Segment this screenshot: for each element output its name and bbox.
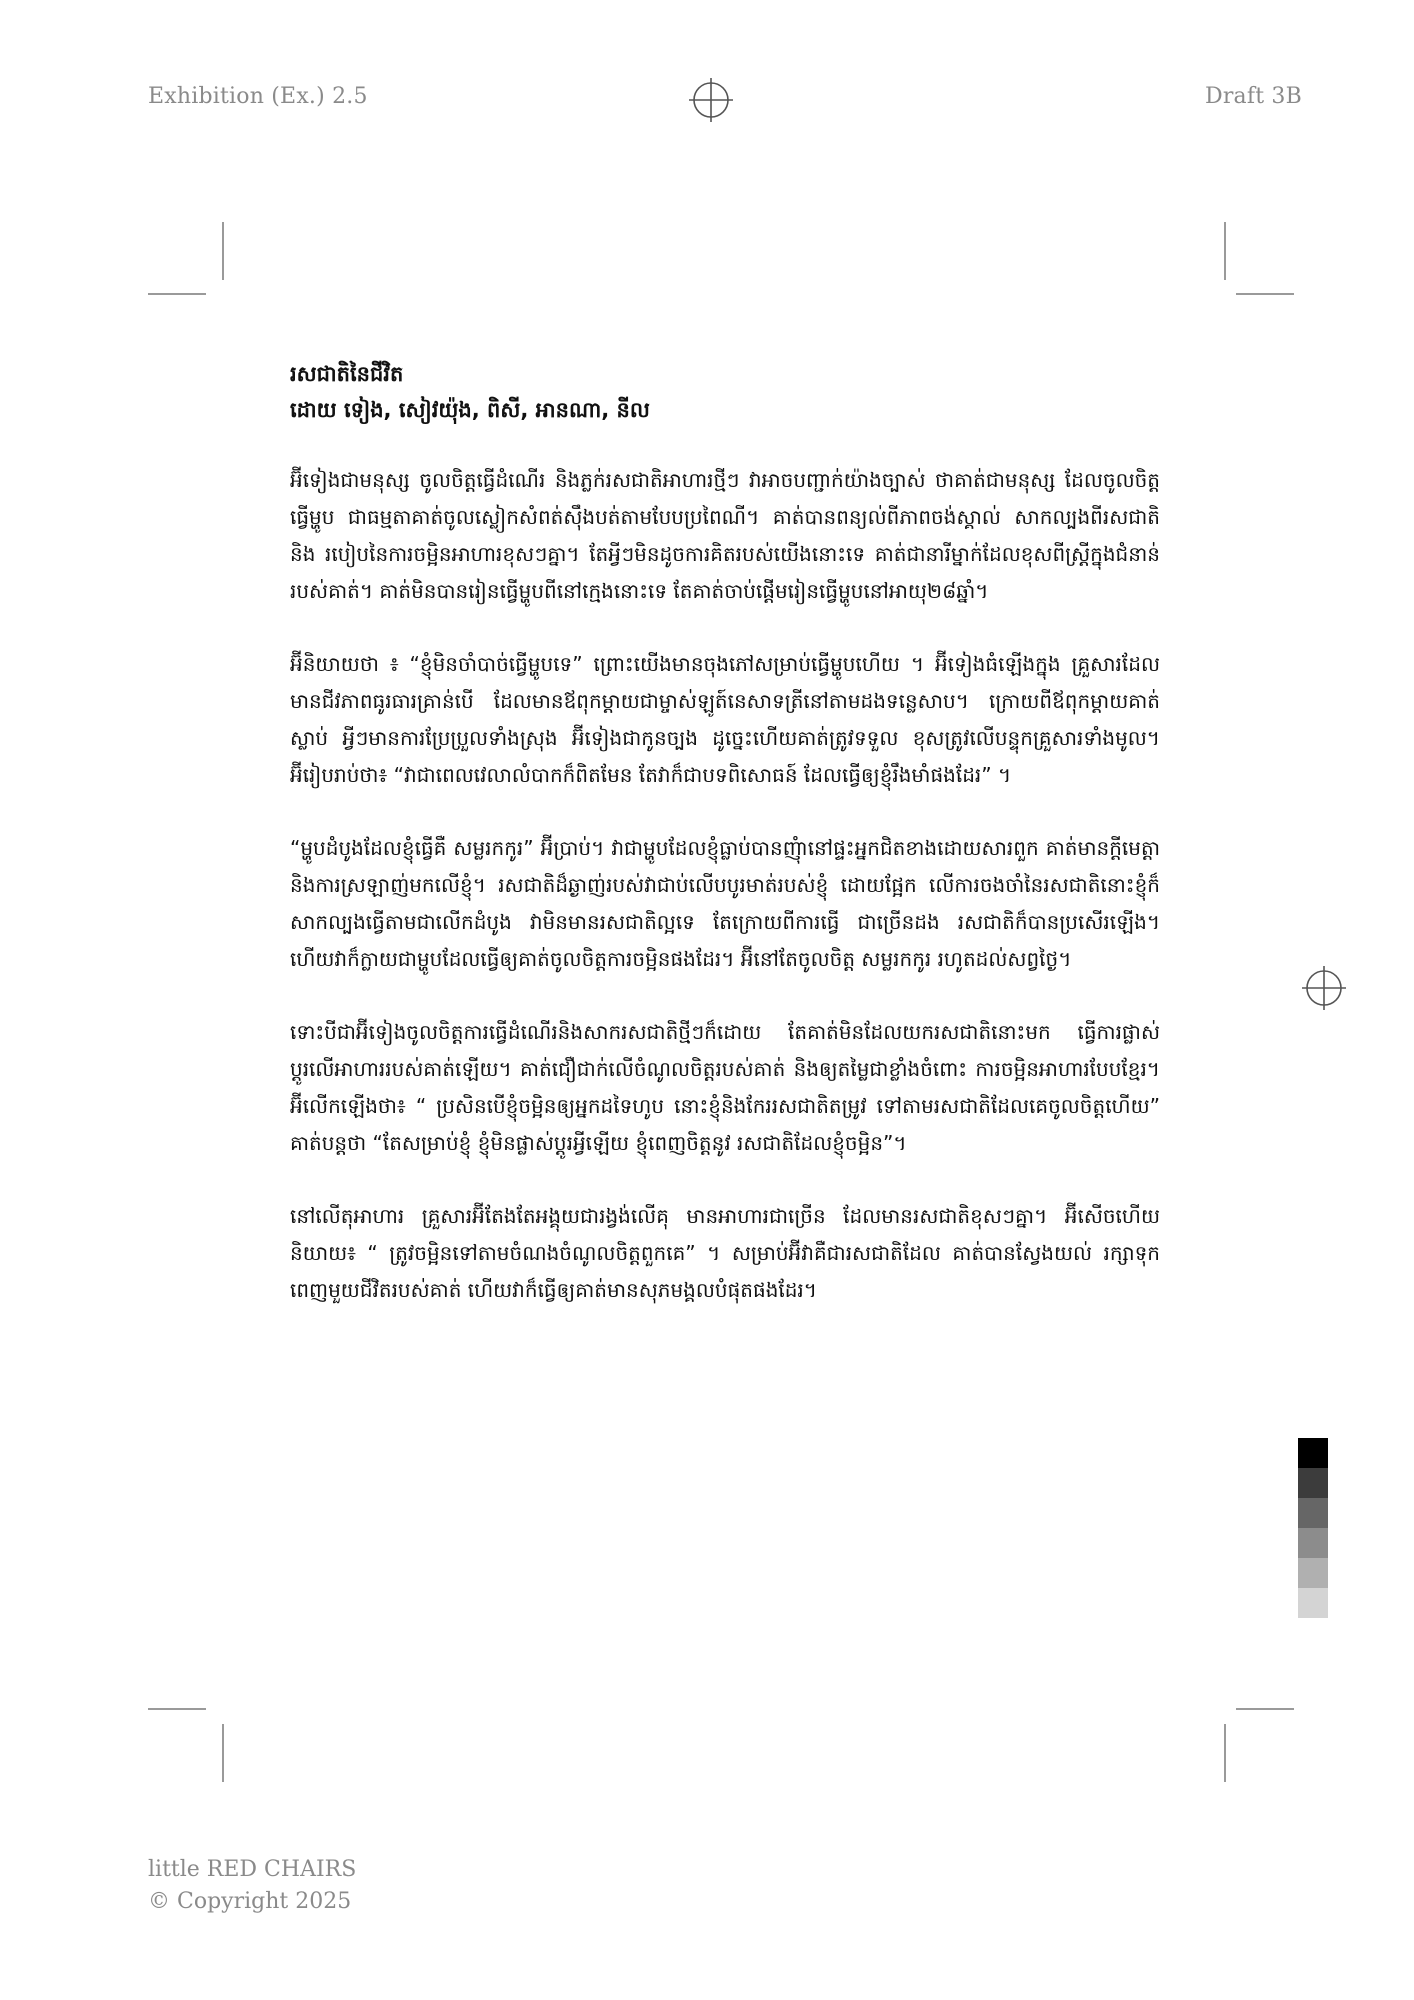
footer-brand: little RED CHAIRS — [148, 1857, 357, 1882]
footer-copyright: © Copyright 2025 — [148, 1889, 352, 1914]
crop-mark-top-left-vertical — [222, 222, 224, 280]
gray-swatch — [1298, 1528, 1328, 1558]
crop-mark-bottom-left-horizontal — [148, 1708, 206, 1710]
registration-mark-icon — [1302, 966, 1346, 1010]
article-byline: ដោយ ទៀង, សៀវយ៉ុង, ពិសី, អានណា, នីល — [290, 398, 650, 422]
crop-mark-bottom-left-vertical — [222, 1724, 224, 1782]
header-exhibition-label: Exhibition (Ex.) 2.5 — [148, 84, 368, 109]
article-title: រសជាតិនៃជីវិត — [290, 362, 404, 386]
article-paragraph: អ៊ីទៀងជាមនុស្ស ចូលចិត្តធ្វើដំណើរ និងភ្លក់រសជាតិអាហារថ្មីៗ វាអាចបញ្ជាក់យ៉ាងច្បាស់ ថាគាត់ជាមនុស្ស ដែលចូលចិត្តធ្វើម្ហូប ជាធម្មតាគាត់ចូលស្លៀកសំពត់ស៊ឹងបត់តាមបែបប្រពៃណី។ គាត់បានពន្យល់ពីភាពចង់ស្គាល់ សាកល្បងពីរសជាតិនិង របៀបនៃការចម្អិនអាហារខុសៗគ្នា។ តែអ្វីៗមិនដូចការគិតរបស់យើងនោះទេ គាត់ជានារីម្នាក់ដែលខុសពីស្ត្រីក្នុងជំនាន់របស់គាត់។ គាត់មិនបានរៀនធ្វើម្ហូបពីនៅក្មេងនោះទេ តែគាត់ចាប់ផ្តើមរៀនធ្វើម្ហូបនៅអាយុ២៨ឆ្នាំ។ — [290, 468, 1160, 603]
gray-swatch — [1298, 1588, 1328, 1618]
crop-mark-top-right-horizontal — [1236, 293, 1294, 295]
article-body — [290, 356, 1160, 1345]
article-paragraph: អ៊ីនិយាយថា ៖ “ខ្ញុំមិនចាំបាច់ធ្វើម្ហូបទេ” ព្រោះយើងមានចុងភៅសម្រាប់ធ្វើម្ហូបហើយ ។ អ៊ីទៀងធំឡើងក្នុង គ្រួសារដែលមានជីវភាពធូរធារគ្រាន់បើ ដែលមានឪពុកម្តាយជាម្ចាស់ឡូត៍នេសាទត្រីនៅតាមដងទន្លេសាប។ ក្រោយពីឪពុកម្តាយគាត់ស្លាប់ អ្វីៗមានការប្រែប្រួលទាំងស្រុង អ៊ីទៀងជាកូនច្បង ដូច្នេះហើយគាត់ត្រូវទទួល ខុសត្រូវលើបន្ទុកគ្រួសារទាំងមូល។ អ៊ីរៀបរាប់ថា៖ “វាជាពេលវេលាលំបាកក៏ពិតមែន តែវាក៏ជាបទពិសោធន៍ ដែលធ្វើឲ្យខ្ញុំរឹងមាំផងដែរ” ។ — [290, 652, 1160, 787]
crop-mark-top-left-horizontal — [148, 293, 206, 295]
registration-mark-icon — [689, 78, 733, 122]
article-paragraph: “ម្ហូបដំបូងដែលខ្ញុំធ្វើគឺ សម្លរកកូរ” អ៊ីប្រាប់។ វាជាម្ហូបដែលខ្ញុំធ្លាប់បានញុំានៅផ្ទះអ្នកជិតខាងដោយសារពួក គាត់មានក្តីមេត្តានិងការស្រឡាញ់មកលើខ្ញុំ។ រសជាតិដ៏ឆ្ងាញ់របស់វាជាប់លើបបូរមាត់របស់ខ្ញុំ ដោយផ្អែក លើការចងចាំនៃរសជាតិនោះខ្ញុំក៏សាកល្បងធ្វើតាមជាលើកដំបូង វាមិនមានរសជាតិល្អទេ តែក្រោយពីការធ្វើ ជាច្រើនដង រសជាតិក៏បានប្រសើរឡើង។ ហើយវាក៏ក្លាយជាម្ហូបដែលធ្វើឲ្យគាត់ចូលចិត្តការចម្អិនផងដែរ។ អ៊ីនៅតែចូលចិត្ត សម្លរកកូរ រហូតដល់សព្វថ្ងៃ។ — [290, 836, 1160, 971]
grayscale-color-bar — [1298, 1438, 1328, 1618]
article-paragraph: នៅលើតុអាហារ គ្រួសារអ៊ីតែងតែអង្គុយជារង្វង់លើគុ មានអាហារជាច្រើន ដែលមានរសជាតិខុសៗគ្នា។ អ៊ីសើចហើយនិយាយ៖ “ ត្រូវចម្អិនទៅតាមចំណងចំណូលចិត្តពួកគេ” ។ សម្រាប់អ៊ីវាគឺជារសជាតិដែល គាត់បានស្វែងយល់ រក្សាទុកពេញមួយជីវិតរបស់គាត់ ហើយវាក៏ធ្វើឲ្យគាត់មានសុភមង្គលបំផុតផងដែរ។ — [290, 1204, 1160, 1302]
gray-swatch — [1298, 1498, 1328, 1528]
footer — [148, 1854, 356, 1918]
header-draft-label: Draft 3B — [1204, 84, 1302, 109]
crop-mark-bottom-right-vertical — [1224, 1724, 1226, 1782]
gray-swatch — [1298, 1468, 1328, 1498]
article-paragraph: ទោះបីជាអ៊ីទៀងចូលចិត្តការធ្វើដំណើរនិងសាករសជាតិថ្មីៗក៏ដោយ តែគាត់មិនដែលយករសជាតិនោះមក ធ្វើការផ្លាស់ប្តូរលើអាហាររបស់គាត់ឡើយ។ គាត់ជឿជាក់លើចំណូលចិត្តរបស់គាត់ និងឲ្យតម្លៃជាខ្លាំងចំពោះ ការចម្អិនអាហារបែបខ្មែរ។ អ៊ីលើកឡើងថា៖ “ ប្រសិនបើខ្ញុំចម្អិនឲ្យអ្នកដទៃហូប នោះខ្ញុំនិងកែររសជាតិតម្រូវ ទៅតាមរសជាតិដែលគេចូលចិត្តហើយ” គាត់បន្តថា “តែសម្រាប់ខ្ញុំ ខ្ញុំមិនផ្លាស់ប្តូរអ្វីឡើយ ខ្ញុំពេញចិត្តនូវ រសជាតិដែលខ្ញុំចម្អិន”។ — [290, 1020, 1160, 1155]
gray-swatch — [1298, 1558, 1328, 1588]
crop-mark-bottom-right-horizontal — [1236, 1708, 1294, 1710]
crop-mark-top-right-vertical — [1224, 222, 1226, 280]
gray-swatch — [1298, 1438, 1328, 1468]
